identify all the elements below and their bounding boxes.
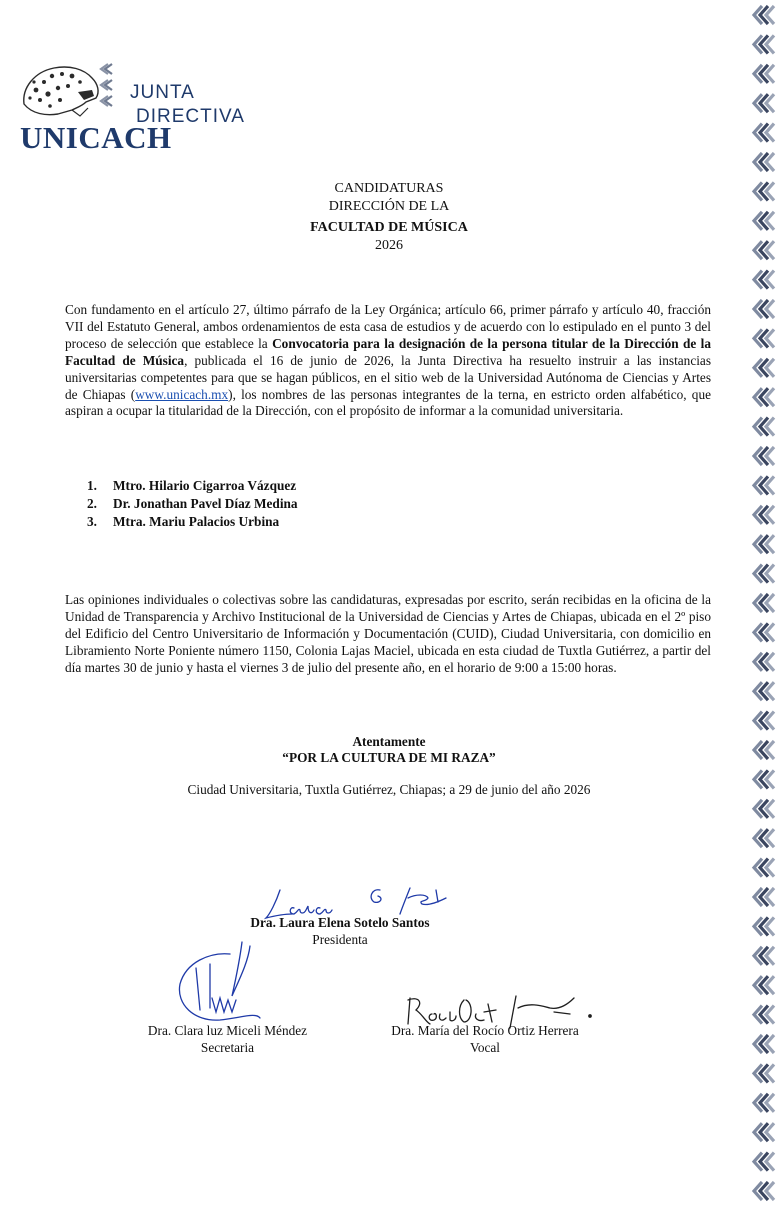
unicach-logo <box>18 60 258 160</box>
chevron-ornament <box>754 124 774 142</box>
chevron-ornament <box>754 153 774 171</box>
logo-chevrons-icon <box>94 60 114 116</box>
chevron-ornament <box>754 1123 774 1141</box>
list-item <box>87 477 298 495</box>
logo-title-line1: JUNTA <box>130 82 195 103</box>
chevron-ornament <box>754 888 774 906</box>
chevron-ornament <box>754 506 774 524</box>
signatory-secretaria <box>125 1022 330 1056</box>
logo-wordmark: UNICACH <box>20 120 172 155</box>
chevron-ornament <box>754 712 774 730</box>
chevron-ornament <box>754 1094 774 1112</box>
list-number: 1. <box>87 478 97 493</box>
chevron-ornament <box>754 947 774 965</box>
convocatoria-title: Convocatoria para la designación de la persona titular de la Dirección de la Facultad de Música <box>65 335 711 368</box>
chevron-ornament <box>754 271 774 289</box>
heading-line2: DIRECCIÓN DE LA <box>328 199 450 214</box>
signatory-name: Dra. Clara luz Miceli Méndez <box>147 1023 308 1038</box>
opinions-paragraph: Las opiniones individuales o colectivas sobre las candidaturas, expresadas por escrito, serán recibidas en la oficina de la Unidad de Transparencia y Archivo Institucional de la Universidad de Ciencias y Artes de Chiapas, ubicada en el 2º piso del Edificio del Centro Universitario de Información y Documentación (CUID), Ciudad Universitaria, con domicilio en Libramiento Norte Poniente número 1150, Colonia Lajas Maciel, ubicada en esta ciudad de Tuxtla Gutiérrez, a partir del día martes 30 de junio y hasta el viernes 3 de julio del presente año, en el horario de 9:00 a 15:00 horas. <box>65 592 711 675</box>
heading-line1: CANDIDATURAS <box>334 181 444 196</box>
signatory-role: Vocal <box>469 1040 501 1055</box>
paragraph-text: , publicada el 16 de junio de 2026, la Junta Directiva ha resuelto instruir a las instancias universitarias competentes para que se hagan públicos, en el sitio web de la Universidad Autónoma de Ciencias y Artes de Chiapas ( <box>65 352 711 402</box>
paragraph-text: ), los nombres de las personas integrantes de la terna, en estricto orden alfabético, que aspiran a ocupar la titularidad de la Dirección, con el propósito de informar a la comunidad universitaria. <box>65 386 711 419</box>
chevron-ornament <box>754 829 774 847</box>
chevron-ornament <box>754 1006 774 1024</box>
chevron-ornament <box>754 329 774 347</box>
candidate-name: Mtra. Mariu Palacios Urbina <box>113 514 280 529</box>
chevron-ornament <box>754 418 774 436</box>
signatory-role: Secretaria <box>200 1040 255 1055</box>
chevron-ornament <box>754 476 774 494</box>
chevron-ornament <box>754 300 774 318</box>
signature-secretaria <box>170 938 270 1028</box>
chevron-ornament <box>754 917 774 935</box>
signatory-vocal <box>370 1022 600 1056</box>
candidate-name: Mtro. Hilario Cigarroa Vázquez <box>113 478 297 493</box>
chevron-ornament <box>754 359 774 377</box>
signatory-name: Dra. Laura Elena Sotelo Santos <box>250 915 430 930</box>
chevron-ornament <box>754 1182 774 1200</box>
chevron-ornament <box>754 800 774 818</box>
website-link[interactable]: www.unicach.mx <box>135 386 229 402</box>
list-item <box>87 495 298 513</box>
candidate-list <box>87 477 298 531</box>
motto: “POR LA CULTURA DE MI RAZA” <box>282 750 496 765</box>
chevron-ornament <box>754 535 774 553</box>
chevron-ornament <box>754 388 774 406</box>
chevron-ornament <box>754 65 774 83</box>
chevron-ornament <box>754 447 774 465</box>
heading-line3: FACULTAD DE MÚSICA <box>310 220 468 235</box>
chevron-ornament <box>754 1035 774 1053</box>
salutation: Atentamente <box>352 734 426 749</box>
list-number: 2. <box>87 496 97 511</box>
announcement-paragraph <box>65 302 711 420</box>
chevron-ornament <box>754 859 774 877</box>
paragraph-text: Con fundamento en el artículo 27, último párrafo de la Ley Orgánica; artículo 66, primer párrafo y artículo 40, fracción VII del Estatuto General, ambos ordenamientos de esta casa de estudios y de acuerdo con lo estipulado en el punto 3 del proceso de selección que establece la <box>65 302 711 351</box>
chevron-ornament <box>754 94 774 112</box>
chevron-ornament <box>754 565 774 583</box>
signatory-name: Dra. María del Rocío Ortiz Herrera <box>391 1023 579 1038</box>
chevron-ornament <box>754 682 774 700</box>
chevron-ornament <box>754 1153 774 1171</box>
signatory-role: Presidenta <box>312 932 368 947</box>
list-item <box>87 513 298 531</box>
signatory-presidenta <box>230 914 450 948</box>
chevron-ornament <box>754 653 774 671</box>
logo-title-line2: DIRECTIVA <box>136 106 245 127</box>
chevron-ornament <box>754 623 774 641</box>
chevron-ornament <box>754 976 774 994</box>
place-date: Ciudad Universitaria, Tuxtla Gutiérrez, Chiapas; a 29 de junio del año 2026 <box>187 782 591 797</box>
chevron-ornament <box>754 594 774 612</box>
chevron-ornament <box>754 1064 774 1082</box>
candidate-name: Dr. Jonathan Pavel Díaz Medina <box>113 496 298 511</box>
heading-year: 2026 <box>375 238 403 253</box>
chevron-ornament <box>754 35 774 53</box>
list-number: 3. <box>87 514 97 529</box>
chevron-ornament <box>754 6 774 24</box>
